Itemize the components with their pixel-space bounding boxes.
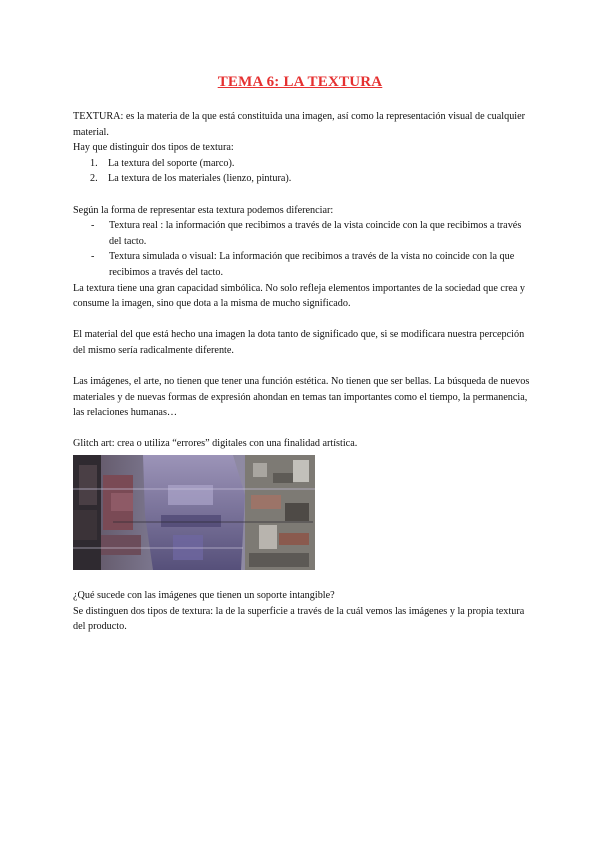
question-paragraph: ¿Qué sucede con las imágenes que tienen un soporte intangible?	[73, 590, 335, 602]
representation-intro: Según la forma de representar esta textura podemos diferenciar:	[73, 204, 334, 216]
list-item	[73, 249, 531, 280]
list-marker: 1.	[90, 157, 98, 169]
list-marker: 2.	[90, 173, 98, 185]
list-item-text: Textura real : la información que recibimos a través de la vista coincide con la que recibimos a través del tacto.	[109, 220, 522, 247]
representation-types-list	[73, 218, 531, 280]
list-item	[73, 156, 531, 172]
list-item	[73, 171, 531, 187]
list-item-text: La textura de los materiales (lienzo, pintura).	[108, 173, 292, 185]
symbolic-paragraph: La textura tiene una gran capacidad simbólica. No solo refleja elementos importantes de la sociedad que crea y consume la imagen, sino que dota a la misma de mucho significado.	[73, 282, 526, 310]
list-item-text: La textura del soporte (marco).	[108, 157, 235, 169]
images-paragraph: Las imágenes, el arte, no tienen que tener una función estética. No tienen que ser bellas. La búsqueda de nuevos materiales y de nuevas formas de expresión ahondan en temas tan importantes como el tiempo, la permanencia, las relaciones humanas…	[73, 376, 530, 419]
list-marker: -	[91, 251, 95, 263]
glitch-caption: Glitch art: crea o utiliza “errores” digitales con una finalidad artística.	[73, 438, 358, 450]
document-title: TEMA 6: LA TEXTURA	[217, 74, 383, 90]
list-item-text: Textura simulada o visual: La información que recibimos a través de la vista no coincide con la que recibimos a través del tacto.	[109, 251, 515, 278]
definition-paragraph: TEXTURA: es la materia de la que está constituida una imagen, así como la representación visual de cualquier material.	[73, 111, 526, 138]
list-marker: -	[91, 220, 95, 232]
answer-paragraph: Se distinguen dos tipos de textura: la de la superficie a través de la cuál vemos las imágenes y la propia textura del producto.	[73, 605, 525, 633]
types-intro: Hay que distinguir dos tipos de textura:	[73, 142, 234, 154]
glitch-art-image	[73, 455, 315, 570]
material-paragraph: El material del que está hecho una imagen la dota tanto de significado que, si se modificara nuestra percepción del mismo sería radicalmente diferente.	[73, 329, 525, 356]
document-body	[73, 109, 531, 635]
texture-types-list	[73, 156, 531, 187]
list-item	[73, 218, 531, 249]
